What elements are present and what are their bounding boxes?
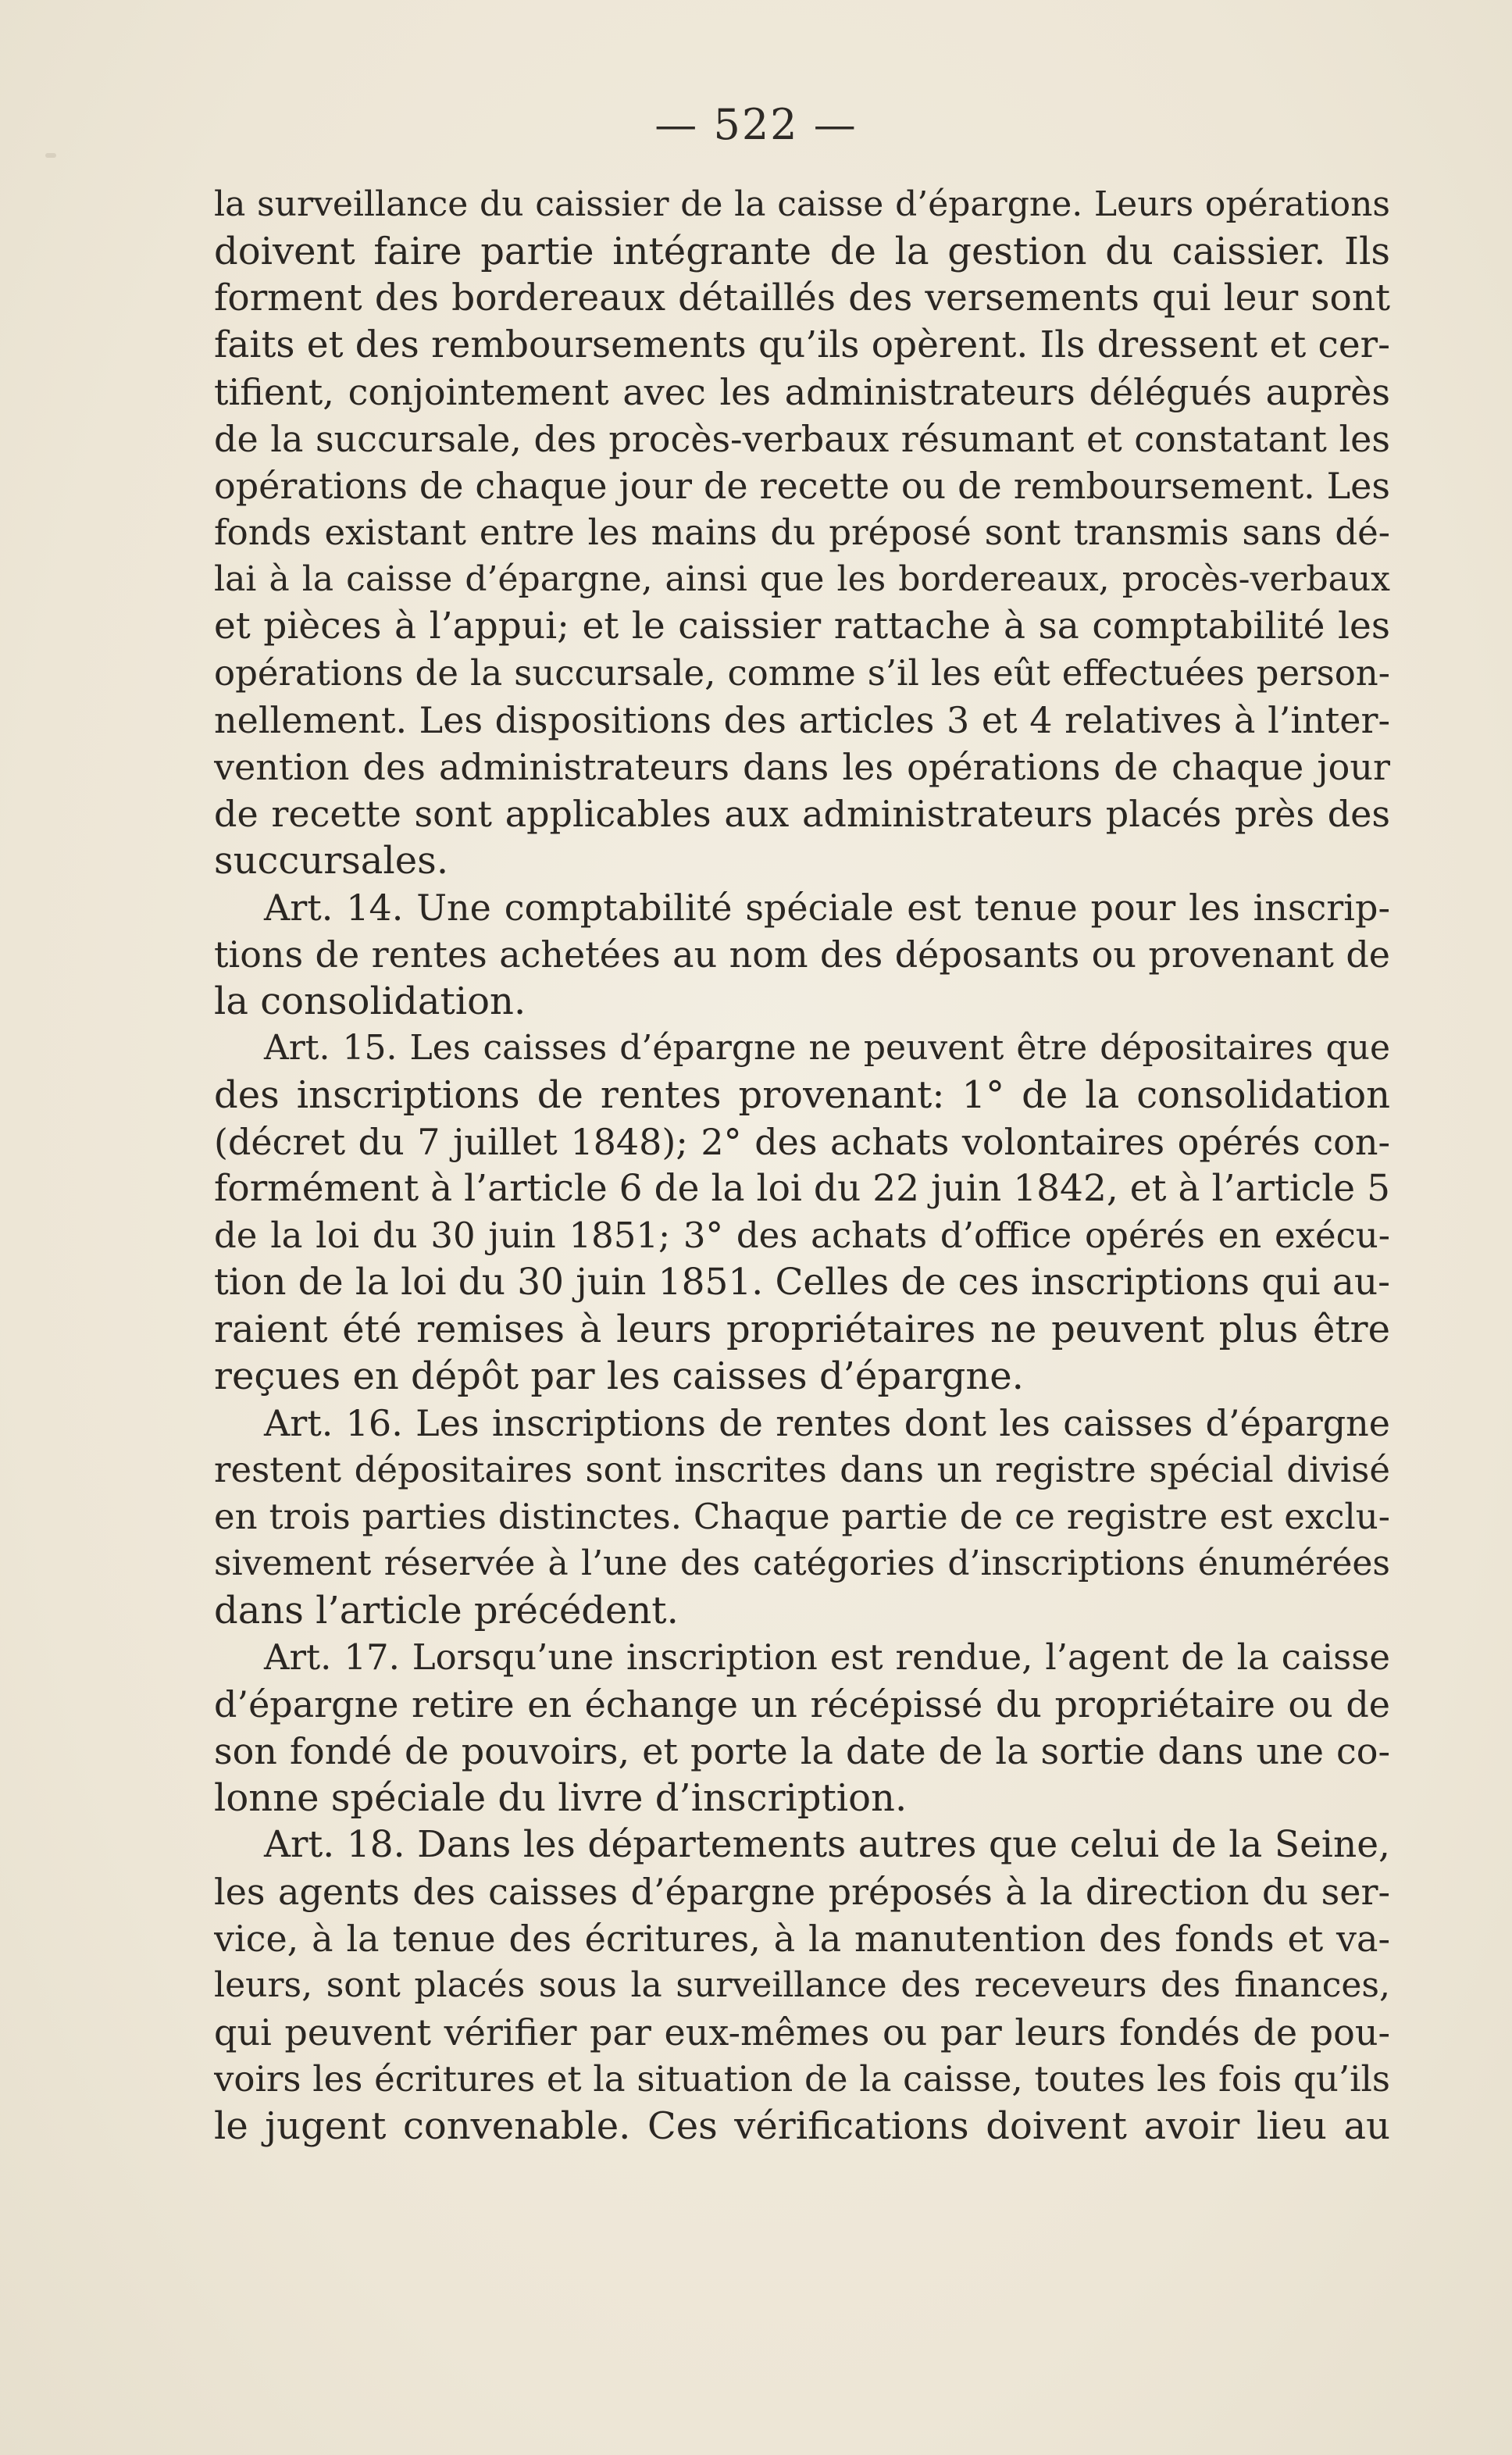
text-line: la surveillance du caissier de la caisse d’épargne. Leurs opérations <box>214 184 1390 224</box>
text-line: dans l’article précédent. <box>214 1589 679 1633</box>
text-line: le jugent convenable. Ces vérifications doivent avoir lieu au <box>214 2104 1390 2148</box>
text-line: lai à la caisse d’épargne, ainsi que les bordereaux, procès-verbaux <box>214 559 1390 599</box>
text-line: de la succursale, des procès-verbaux résumant et constatant les <box>214 418 1390 460</box>
text-line: nellement. Les dispositions des articles 3 et 4 relatives à l’inter- <box>214 699 1390 741</box>
text-line: (décret du 7 juillet 1848); 2° des achats volontaires opérés con- <box>214 1121 1390 1163</box>
text-line: des inscriptions de rentes provenant: 1° de la consolidation <box>214 1073 1390 1117</box>
text-line: vention des administrateurs dans les opérations de chaque jour <box>214 746 1390 788</box>
text-line: en trois parties distinctes. Chaque partie de ce registre est exclu- <box>214 1496 1390 1537</box>
text-line: fonds existant entre les mains du préposé sont transmis sans dé- <box>214 512 1390 553</box>
text-line: succursales. <box>214 839 449 883</box>
text-line: les agents des caisses d’épargne préposés à la direction du ser- <box>214 1871 1390 1913</box>
text-line: opérations de chaque jour de recette ou de remboursement. Les <box>214 465 1390 507</box>
text-line: raient été remises à leurs propriétaires ne peuvent plus être <box>214 1308 1390 1351</box>
text-line: Art. 17. Lorsqu’une inscription est rendue, l’agent de la caisse <box>264 1636 1390 1678</box>
text-line: Art. 16. Les inscriptions de rentes dont les caisses d’épargne <box>264 1402 1390 1444</box>
text-line: opérations de la succursale, comme s’il les eût effectuées person- <box>214 652 1390 694</box>
text-line: tions de rentes achetées au nom des déposants ou provenant de <box>214 933 1390 976</box>
body-text <box>214 181 1390 2150</box>
text-line: formément à l’article 6 de la loi du 22 juin 1842, et à l’article 5 <box>214 1167 1390 1210</box>
text-line: et pièces à l’appui; et le caissier rattache à sa comptabilité les <box>214 605 1390 648</box>
text-line: reçues en dépôt par les caisses d’épargne. <box>214 1354 1024 1398</box>
text-line: tion de la loi du 30 juin 1851. Celles de ces inscriptions qui au- <box>214 1261 1390 1304</box>
text-line: de recette sont applicables aux administrateurs placés près des <box>214 793 1390 835</box>
text-line: son fondé de pouvoirs, et porte la date de la sortie dans une co- <box>214 1730 1390 1772</box>
text-line: Art. 14. Une comptabilité spéciale est tenue pour les inscrip- <box>264 887 1390 929</box>
paper-mark <box>45 153 56 158</box>
text-line: de la loi du 30 juin 1851; 3° des achats d’office opérés en exécu- <box>214 1215 1390 1256</box>
text-line: faits et des remboursements qu’ils opèrent. Ils dressent et cer- <box>214 323 1390 366</box>
text-line: Art. 15. Les caisses d’épargne ne peuvent être dépositaires que <box>264 1028 1390 1068</box>
text-line: d’épargne retire en échange un récépissé du propriétaire ou de <box>214 1683 1390 1725</box>
text-line: forment des bordereaux détaillés des versements qui leur sont <box>214 277 1390 319</box>
text-line: qui peuvent vérifier par eux-mêmes ou par leurs fondés de pou- <box>214 2011 1390 2054</box>
text-line: leurs, sont placés sous la surveillance des receveurs des finances, <box>214 1965 1390 2005</box>
text-line: tifient, conjointement avec les administrateurs délégués auprès <box>214 371 1390 413</box>
text-line: Art. 18. Dans les départements autres que celui de la Seine, <box>264 1823 1390 1866</box>
text-line: voirs les écritures et la situation de la caisse, toutes les fois qu’ils <box>214 2058 1390 2100</box>
text-line: doivent faire partie intégrante de la gestion du caissier. Ils <box>214 230 1390 273</box>
text-line: vice, à la tenue des écritures, à la manutention des fonds et va- <box>214 1918 1390 1960</box>
text-line: restent dépositaires sont inscrites dans un registre spécial divisé <box>214 1449 1390 1490</box>
text-line: sivement réservée à l’une des catégories d’inscriptions énumérées <box>214 1543 1390 1583</box>
text-line: lonne spéciale du livre d’inscription. <box>214 1776 908 1820</box>
text-line: la consolidation. <box>214 980 526 1023</box>
page-number: — 522 — <box>654 100 858 149</box>
